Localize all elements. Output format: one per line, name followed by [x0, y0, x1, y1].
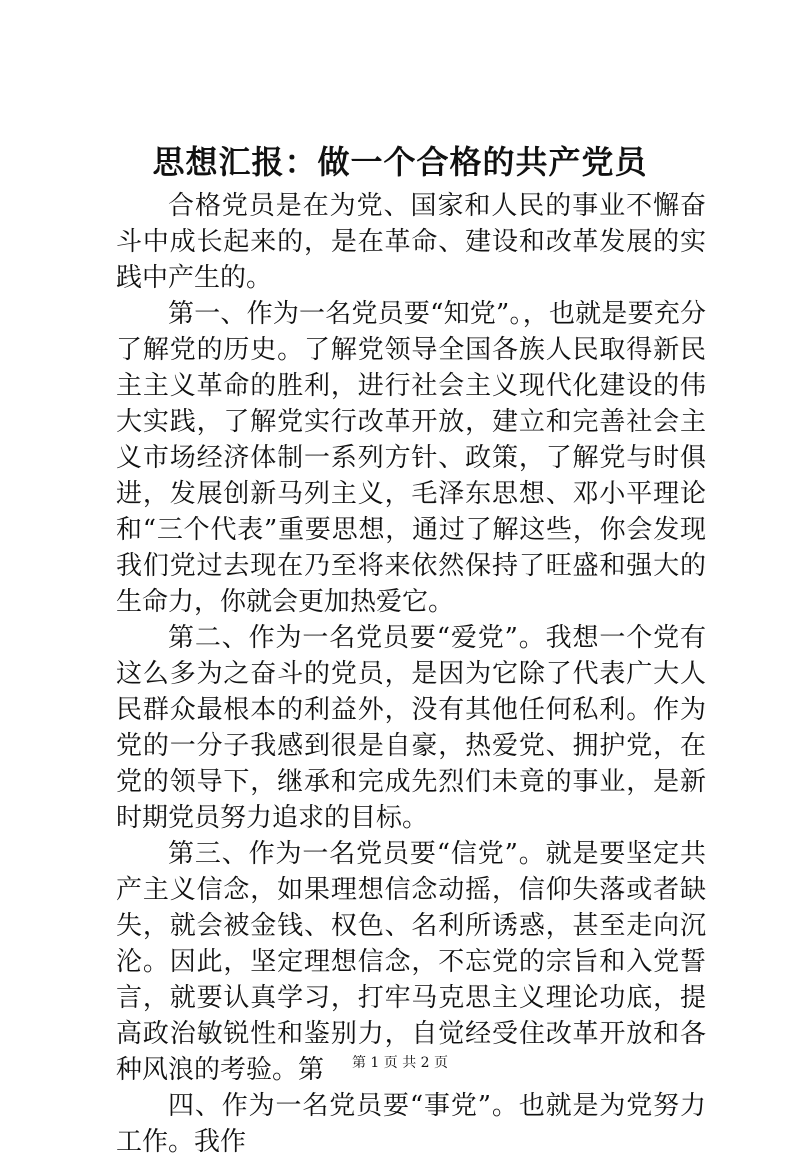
paragraph-serve-party: 四、作为一名党员要“事党”。也就是为党努力工作。我作: [116, 1091, 706, 1157]
paragraph-love-party: 第二、作为一名党员要“爱党”。我想一个党有这么多为之奋斗的党员，是因为它除了代表广大人民群众最根本的利益外，没有其他任何私利。作为党的一分子我感到很是自豪，热爱党、拥护党，在党的领导下，继承和完成先烈们未竟的事业，是新时期党员努力追求的目标。: [116, 623, 706, 833]
paragraph-trust-party: 第三、作为一名党员要“信党”。就是要坚定共产主义信念，如果理想信念动摇，信仰失落或者缺失，就会被金钱、权色、名利所诱惑，甚至走向沉沦。因此，坚定理想信念，不忘党的宗旨和入党誓言，就要认真学习，打牢马克思主义理论功底，提高政治敏锐性和鉴别力，自觉经受住改革开放和各种风浪的考验。第: [116, 839, 706, 1085]
paragraph-intro: 合格党员是在为党、国家和人民的事业不懈奋斗中成长起来的，是在革命、建设和改革发展的实践中产生的。: [116, 191, 706, 293]
document-title: 思想汇报：做一个合格的共产党员: [152, 143, 648, 181]
document-body: [116, 188, 706, 1160]
paragraph-know-party: 第一、作为一名党员要“知党”。，也就是要充分了解党的历史。了解党领导全国各族人民取得新民主主义革命的胜利，进行社会主义现代化建设的伟大实践，了解党实行改革开放，建立和完善社会主义市场经济体制一系列方针、政策，了解党与时俱进，发展创新马列主义，毛泽东思想、邓小平理论和“三个代表”重要思想，通过了解这些，你会发现我们党过去现在乃至将来依然保持了旺盛和强大的生命力，你就会更加热爱它。: [116, 299, 706, 617]
page-number-footer: 第 1 页 共 2 页: [351, 1055, 449, 1071]
